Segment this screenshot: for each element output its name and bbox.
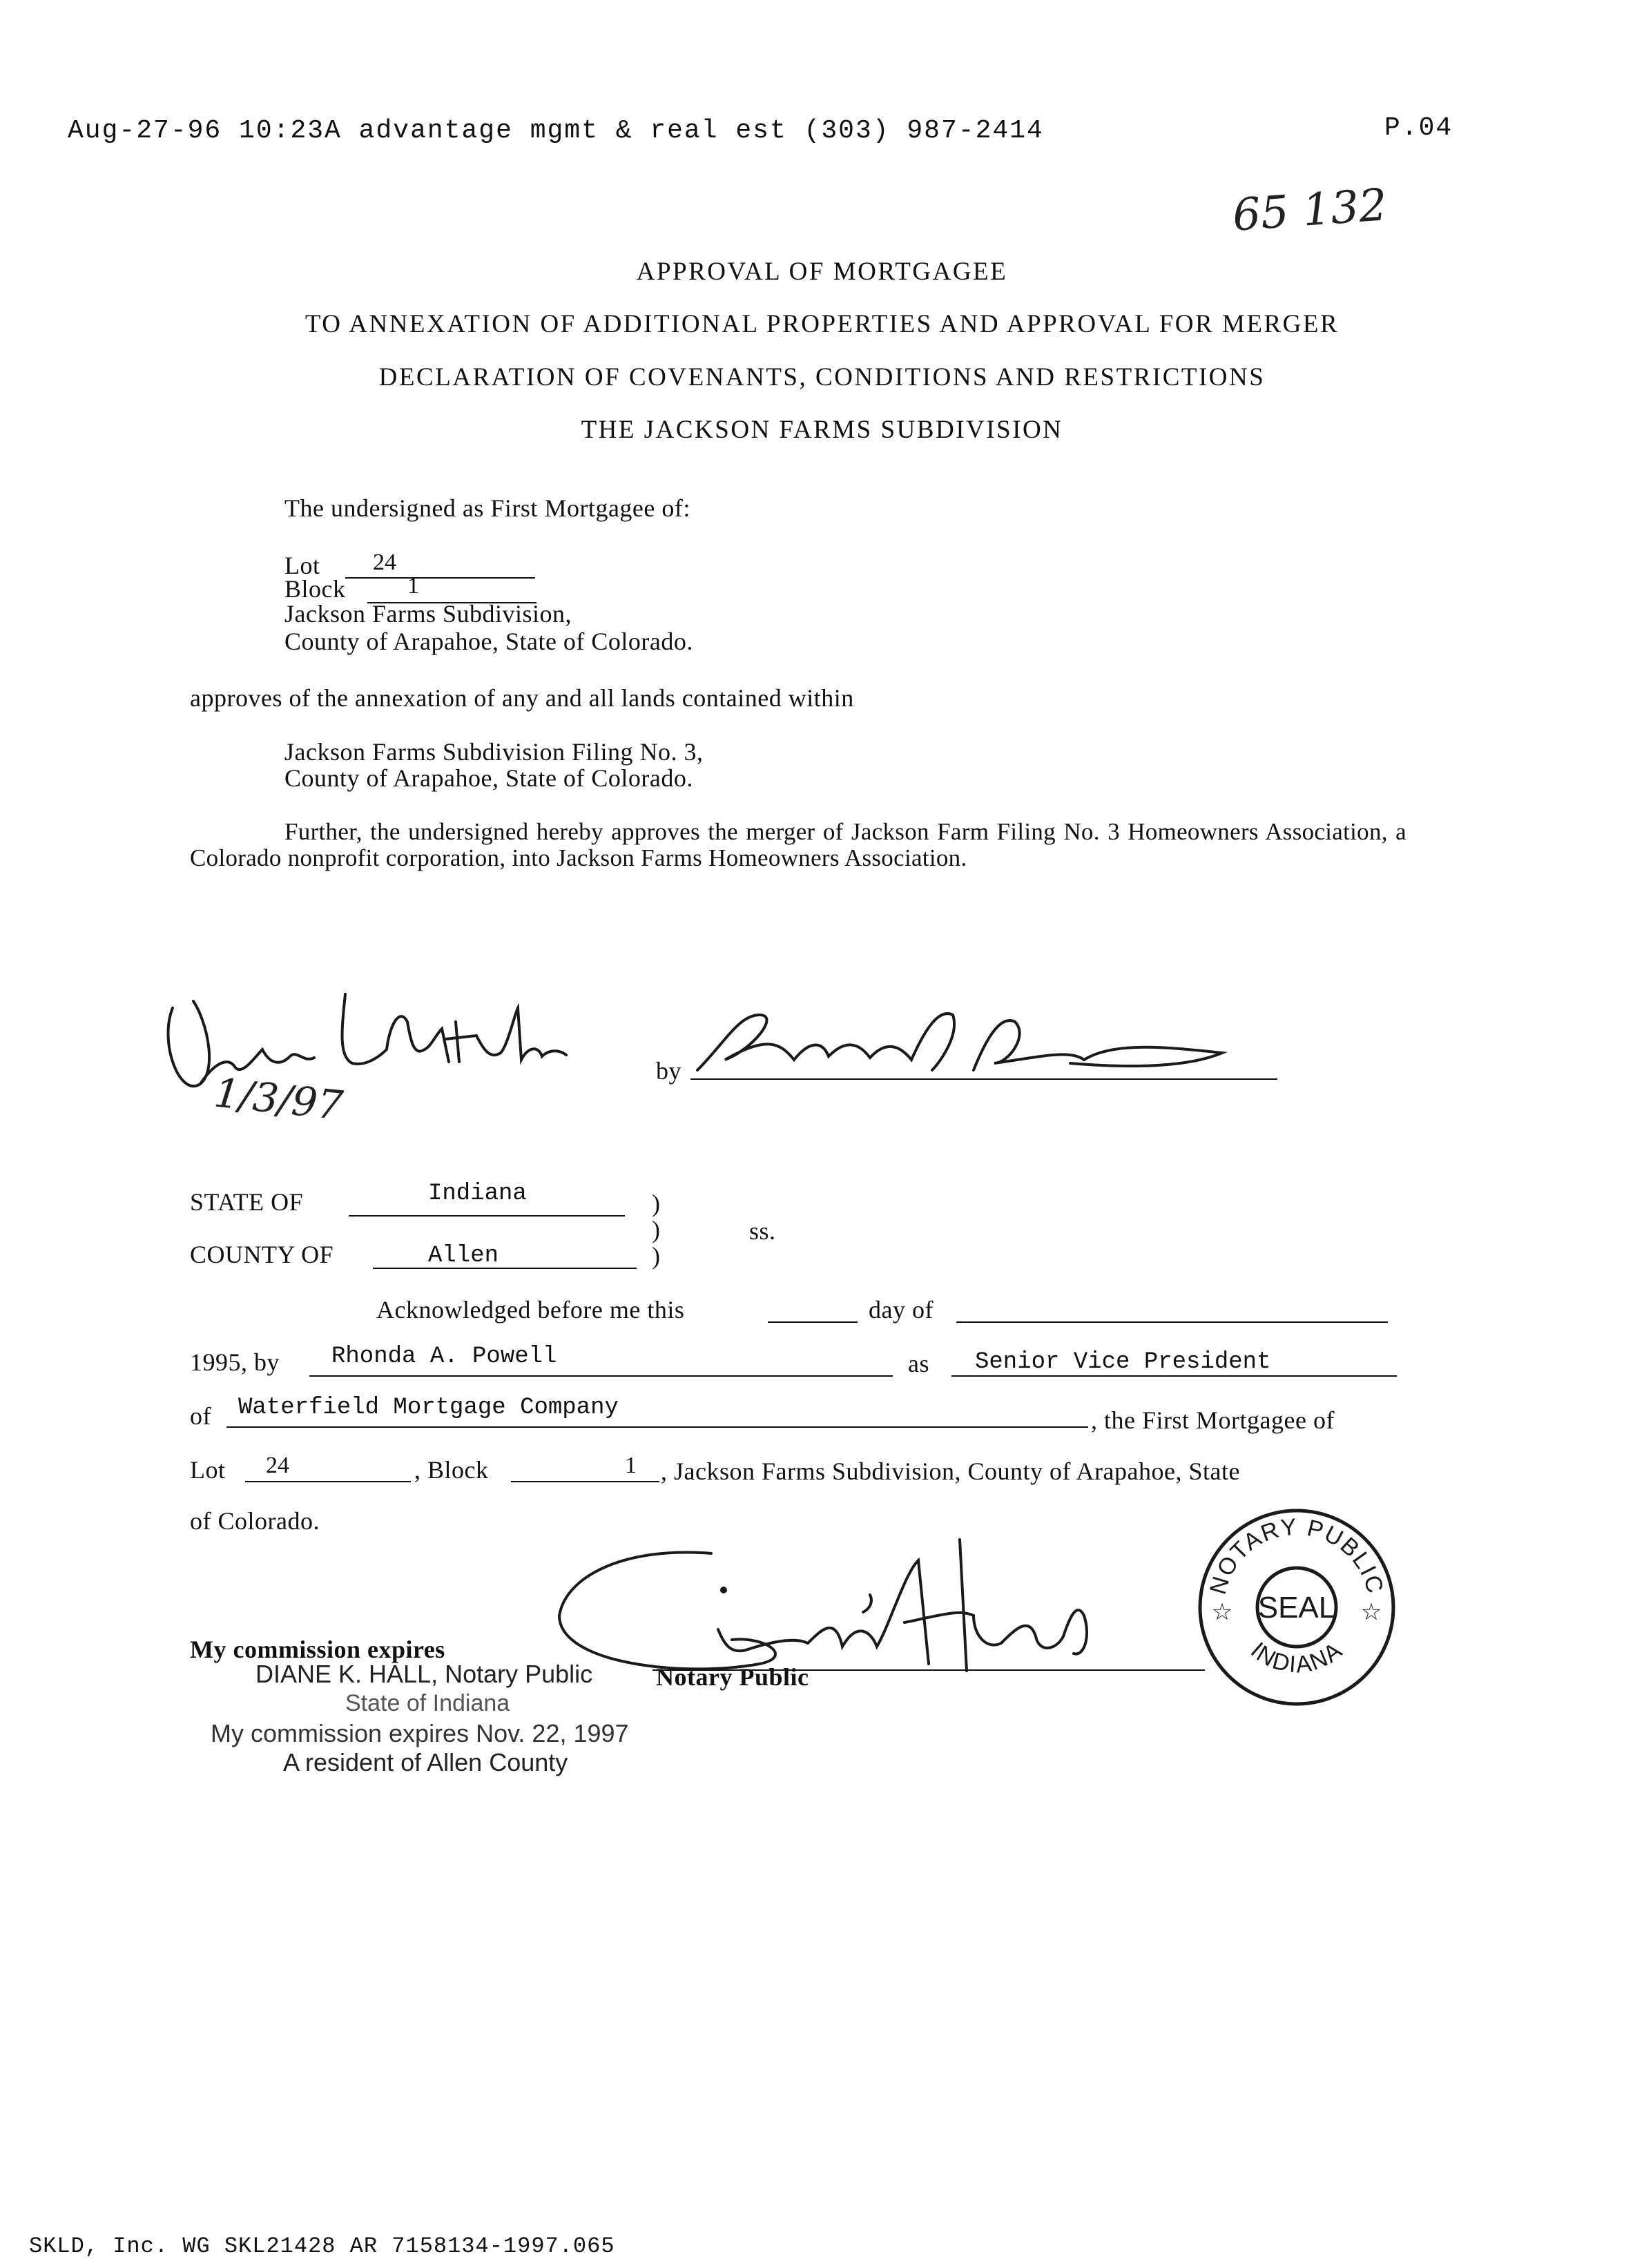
ack-month-underline [956, 1321, 1388, 1323]
notary-stamp-resident: A resident of Allen County [283, 1748, 568, 1776]
venue-paren-1: ) [652, 1190, 661, 1217]
year-by-label: 1995, by [190, 1348, 280, 1376]
seal-star-right-icon: ☆ [1360, 1598, 1382, 1626]
county-of-label: COUNTY OF [190, 1241, 334, 1268]
seal-center-text: SEAL [1257, 1591, 1336, 1625]
handwritten-reference-number: 65 132 [1230, 180, 1389, 242]
notary-public-label: Notary Public [656, 1663, 809, 1691]
by-label: by [656, 1057, 681, 1085]
signer-underline [309, 1375, 893, 1377]
ss-label: ss. [749, 1217, 776, 1245]
commission-expires-label: My commission expires [190, 1636, 445, 1663]
lot-label: Lot [284, 552, 320, 579]
fax-transmission-header: Aug-27-96 10:23A advantage mgmt & real est (303) 987-2414 [68, 116, 1044, 146]
ack-block-label: , Block [414, 1456, 489, 1484]
venue-paren-2: ) [652, 1216, 661, 1243]
ack-subdivision-tail: , Jackson Farms Subdivision, County of Arapahoe, State [661, 1457, 1240, 1485]
notary-signature [545, 1533, 1208, 1685]
fax-page-number: P.04 [1384, 113, 1453, 143]
signer-title-underline [951, 1375, 1397, 1377]
notary-stamp-name: DIANE K. HALL, Notary Public [255, 1660, 593, 1688]
intro-text: The undersigned as First Mortgagee of: [284, 494, 690, 522]
svg-text:INDIANA: INDIANA [1245, 1636, 1348, 1678]
title-line-2: TO ANNEXATION OF ADDITIONAL PROPERTIES AND APPROVAL FOR MERGER [304, 310, 1340, 338]
day-of-label: day of [869, 1296, 934, 1324]
property-county-state: County of Arapahoe, State of Colorado. [284, 628, 693, 655]
approves-text: approves of the annexation of any and all lands contained within [190, 684, 854, 712]
company-underline [226, 1426, 1088, 1428]
property-subdivision: Jackson Farms Subdivision, [284, 600, 572, 628]
block-label: Block [284, 575, 346, 603]
first-mortgagee-of-text: , the First Mortgagee of [1091, 1406, 1335, 1434]
notary-seal [1193, 1504, 1400, 1711]
title-line-3: DECLARATION OF COVENANTS, CONDITIONS AND RESTRICTIONS [378, 363, 1266, 391]
signer-title: Senior Vice President [975, 1349, 1271, 1375]
notary-stamp-state: State of Indiana [345, 1690, 510, 1716]
mortgagee-signature-date: 1/3/97 [211, 1069, 345, 1130]
seal-star-left-icon: ☆ [1211, 1598, 1233, 1626]
ack-last-line: of Colorado. [190, 1507, 320, 1535]
as-label: as [908, 1350, 929, 1377]
acknowledged-text: Acknowledged before me this [376, 1296, 685, 1324]
annexation-county-state: County of Arapahoe, State of Colorado. [284, 764, 693, 792]
company-name: Waterfield Mortgage Company [238, 1395, 619, 1421]
ack-lot-underline [245, 1481, 411, 1482]
rhonda-powell-signature [684, 994, 1250, 1091]
of-label: of [190, 1402, 211, 1430]
county-of-underline [373, 1268, 637, 1269]
notary-stamp-expires: My commission expires Nov. 22, 1997 [211, 1719, 629, 1747]
ack-block-underline [511, 1481, 659, 1482]
lot-underline [345, 577, 535, 579]
state-of-label: STATE OF [190, 1188, 304, 1216]
svg-text:NOTARY PUBLIC: NOTARY PUBLIC [1204, 1513, 1389, 1598]
merger-paragraph: Further, the undersigned hereby approves the merger of Jackson Farm Filing No. 3 Homeowners Association, a Colorado nonprofit corporation, into Jackson Farms Homeowners Association. [190, 818, 1406, 871]
annexation-filing: Jackson Farms Subdivision Filing No. 3, [284, 738, 704, 766]
title-line-1: APPROVAL OF MORTGAGEE [636, 258, 1008, 286]
venue-paren-3: ) [652, 1242, 661, 1270]
county-of-value: Allen [428, 1243, 499, 1269]
ack-lot-label: Lot [190, 1456, 226, 1484]
lot-value: 24 [373, 550, 396, 575]
ack-lot-value: 24 [266, 1453, 289, 1478]
signer-name: Rhonda A. Powell [331, 1344, 557, 1370]
block-value: 1 [407, 573, 419, 599]
state-of-underline [349, 1215, 625, 1217]
state-of-value: Indiana [428, 1181, 527, 1207]
ack-block-value: 1 [625, 1453, 637, 1478]
footer-recording-reference: SKLD, Inc. WG SKL21428 AR 7158134-1997.065 [29, 2233, 615, 2259]
ack-day-underline [768, 1321, 858, 1323]
title-line-4: THE JACKSON FARMS SUBDIVISION [581, 416, 1063, 444]
